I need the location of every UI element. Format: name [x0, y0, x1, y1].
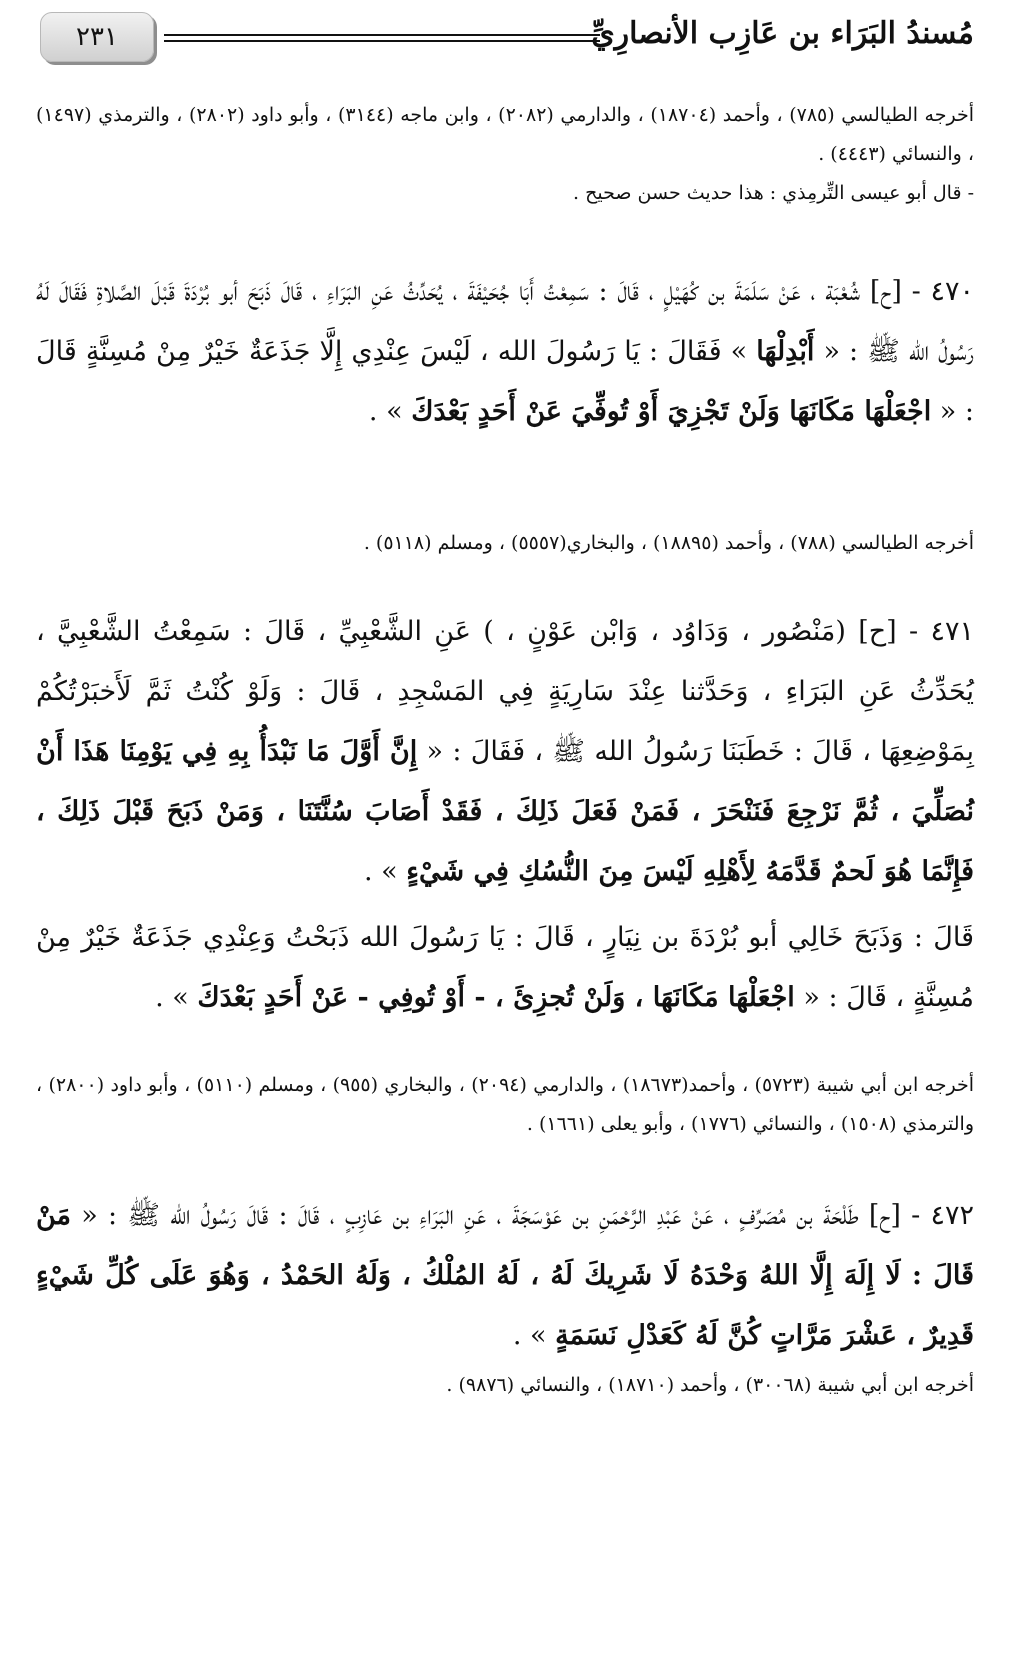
hadith-paragraph-2	[36, 908, 974, 1028]
hadith-text	[36, 262, 974, 442]
hadith-text	[36, 1186, 974, 1366]
takhrij-note: أخرجه الطيالسي (٧٨٨) ، وأحمد (١٨٨٩٥) ، والبخاري(٥٥٥٧) ، ومسلم (٥١١٨) .	[363, 532, 974, 554]
hadith-matn: أَبْدِلْهَا	[756, 336, 815, 367]
hadith-text	[36, 602, 974, 902]
hadith-470-takhrij	[36, 524, 974, 563]
takhrij-note: أخرجه ابن أبي شيبة (٥٧٢٣) ، وأحمد(١٨٦٧٣) ، والدارمي (٢٠٩٤) ، والبخاري (٩٥٥) ، ومسلم (٥١١٠) ، وأبو داود (٢٨٠٠) ، والترمذي (١٥٠٨) ، والنسائي (١٧٧٦) ، وأبو يعلى (١٦٦١) .	[36, 1074, 974, 1135]
hadith-matn: مَنْ قَالَ : لَا إِلَهَ إِلَّا اللهُ وَحْدَهُ لَا شَرِيكَ لَهُ ، لَهُ المُلْكُ ، وَلَهُ الحَمْدُ ، وَهُوَ عَلَى كُلِّ شَيْءٍ قَدِيرٌ ، عَشْرَ مَرَّاتٍ كُنَّ لَهُ كَعَدْلِ نَسَمَةٍ	[36, 1200, 974, 1351]
takhrij-note: أخرجه ابن أبي شيبة (٣٠٠٦٨) ، وأحمد (١٨٧١٠) ، والنسائي (٩٨٧٦) .	[446, 1374, 974, 1396]
hadith-text-start: قَالَ : وَذَبَحَ خَالِي أبو بُرْدَةَ بن نِيَارٍ ، قَالَ : يَا رَسُولَ الله ذَبَحْتُ وَعِنْدِي جَذَعَةٌ خَيْرٌ مِنْ مُسِنَّةٍ ، قَالَ : «	[36, 922, 974, 1013]
takhrij-note: أخرجه الطيالسي (٧٨٥) ، وأحمد (١٨٧٠٤) ، والدارمي (٢٠٨٢) ، وابن ماجه (٣١٤٤) ، وأبو داود (٢٨٠٢) ، والترمذي (١٤٩٧) ، والنسائي (٤٤٤٣) .	[36, 104, 974, 165]
hadith-471	[36, 602, 974, 1028]
hadith-text-end: » .	[155, 982, 198, 1013]
hadith-text-end: » .	[368, 396, 412, 427]
hadith-matn: اجْعَلْهَا مَكَانَهَا ، وَلَنْ تُجزِئَ ، - أَوْ تُوفِي - عَنْ أَحَدٍ بَعْدَكَ	[197, 982, 795, 1013]
intro-notes	[36, 96, 974, 213]
hadith-471-takhrij	[36, 1066, 974, 1144]
hadith-text-end: » .	[512, 1320, 556, 1351]
header-rule	[164, 34, 600, 42]
hadith-isnad: ٤٧٢ - [ح] طَلْحَةَ بن مُصَرِّفٍ ، عَنْ عَبْدِ الرَّحْمَنِ بن عَوْسَجَةَ ، عَنِ البَرَاءِ بن عَازِبٍ ، قَالَ : قَالَ رَسُولُ الله ﷺ : «	[71, 1200, 974, 1231]
hadith-470	[36, 262, 974, 442]
hadith-472	[36, 1186, 974, 1405]
hadith-text-end: » .	[363, 856, 407, 887]
page-title: مُسندُ البَرَاء بن عَازِب الأنصارِيِّ	[591, 16, 974, 51]
book-page	[36, 0, 974, 1657]
hadith-text-middle: » فَقَالَ : يَا رَسُولَ الله ، لَيْسَ عِنْدِي إِلَّا جَذَعَةٌ خَيْرٌ مِنْ مُسِنَّةٍ قَالَ : «	[36, 336, 974, 427]
hadith-matn: اجْعَلْهَا مَكَانَهَا وَلَنْ تَجْزِيَ أَوْ تُوفِّيَ عَنْ أَحَدٍ بَعْدَكَ	[411, 396, 932, 427]
page-header	[36, 10, 974, 60]
page-number: ٢٣١	[40, 12, 154, 62]
hadith-isnad: ٤٧١ - [ح] (مَنْصُور ، وَدَاوُد ، وَابْن عَوْنٍ ، ) عَنِ الشَّعْبِيِّ ، قَالَ : سَمِعْتُ الشَّعْبِيَّ ، يُحَدِّثُ عَنِ البَرَاءِ ، وَحَدَّثنا عِنْدَ سَارِيَةٍ فِي المَسْجِدِ ، قَالَ : وَلَوْ كُنْتُ ثَمَّ لَأَخبَرْتُكُمْ بِمَوْضِعِهَا ، قَالَ : خَطَبَنَا رَسُولُ الله ﷺ ، فَقَالَ : «	[36, 616, 974, 767]
tirmidhi-grading: - قال أبو عيسى التِّرمِذي : هذا حديث حسن صحيح .	[573, 182, 974, 204]
hadith-isnad: ٤٧٠ - [ح] شُعْبَة ، عَنْ سَلَمَةَ بن كُهَيْلٍ ، قَالَ : سَمِعْتُ أَبَا جُحَيْفَةَ ، يُحَدِّثُ عَنِ البَرَاءِ ، قَالَ ذَبَحَ أبو بُرْدَةَ قَبْلَ الصَّلاةِ فَقَالَ لَهُ رَسُولُ الله ﷺ : «	[36, 276, 974, 367]
hadith-matn: إِنَّ أَوَّلَ مَا نَبْدَأُ بِهِ فِي يَوْمِنَا هَذَا أَنْ نُصَلِّيَ ، ثُمَّ نَرْجِعَ فَنَنْحَرَ ، فَمَنْ فَعَلَ ذَلِكَ ، فَقَدْ أَصَابَ سُنَّتَنَا ، وَمَنْ ذَبَحَ قَبْلَ ذَلِكَ ، فَإِنَّمَا هُوَ لَحمٌ قَدَّمَهُ لِأَهْلِهِ لَيْسَ مِنَ النُّسُكِ فِي شَيْءٍ	[36, 736, 974, 887]
